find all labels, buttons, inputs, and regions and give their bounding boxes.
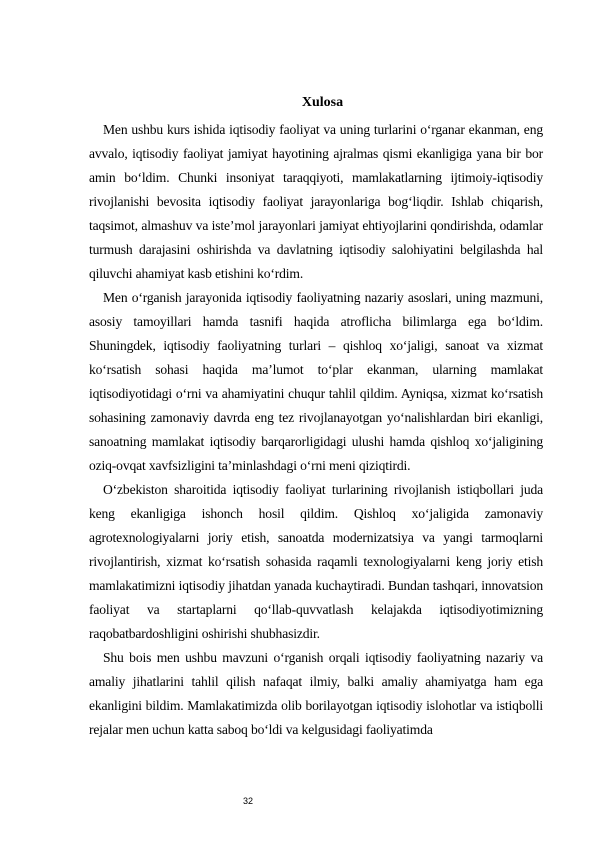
body-text <box>89 118 543 742</box>
paragraph-3: Oʻzbekiston sharoitida iqtisodiy faoliyat turlarining rivojlanish istiqbollari juda keng ekanligiga ishonch hosil qildim. Qishloq xoʻjaligida zamonaviy agrotexnologiyalarni joriy etish, sanoatda modernizatsiya va yangi tarmoqlarni rivojlantirish, xizmat koʻrsatish sohasida raqamli texnologiyalarni keng joriy etish mamlakatimizni iqtisodiy jihatdan yanada kuchaytiradi. Bundan tashqari, innovatsion faoliyat va startaplarni qoʻllab-quvvatlash kelajakda iqtisodiyotimizning raqobatbardoshligini oshirishi shubhasizdir. <box>89 482 543 641</box>
paragraph-1: Men ushbu kurs ishida iqtisodiy faoliyat va uning turlarini oʻrganar ekanman, eng avvalo, iqtisodiy faoliyat jamiyat hayotining ajralmas qismi ekanligiga yana bir bor amin boʻldim. Chunki insoniyat taraqqiyoti, mamlakatlarning ijtimoiy-iqtisodiy rivojlanishi bevosita iqtisodiy faoliyat jarayonlariga bogʻliqdir. Ishlab chiqarish, taqsimot, almashuv va isteʼmol jarayonlari jamiyat ehtiyojlarini qondirishda, odamlar turmush darajasini oshirishda va davlatning iqtisodiy salohiyatini belgilashda hal qiluvchi ahamiyat kasb etishini koʻrdim. <box>89 122 543 281</box>
section-title: Xulosa <box>301 95 344 110</box>
paragraph-2: Men oʻrganish jarayonida iqtisodiy faoliyatning nazariy asoslari, uning mazmuni, asosiy tamoyillari hamda tasnifi haqida atroflicha bilimlarga ega boʻldim. Shuningdek, iqtisodiy faoliyatning turlari – qishloq xoʻjaligi, sanoat va xizmat koʻrsatish sohasi haqida maʼlumot toʻplar ekanman, ularning mamlakat iqtisodiyotidagi oʻrni va ahamiyatini chuqur tahlil qildim. Ayniqsa, xizmat koʻrsatish sohasining zamonaviy davrda eng tez rivojlanayotgan yoʻnalishlardan biri ekanligi, sanoatning mamlakat iqtisodiy barqarorligidagi ulushi hamda qishloq xoʻjaligining oziq-ovqat xavfsizligini taʼminlashdagi oʻrni meni qiziqtirdi. <box>89 290 543 473</box>
paragraph-4: Shu bois men ushbu mavzuni oʻrganish orqali iqtisodiy faoliyatning nazariy va amaliy jihatlarini tahlil qilish nafaqat ilmiy, balki amaliy ahamiyatga ham ega ekanligini bildim. Mamlakatimizda olib borilayotgan iqtisodiy islohotlar va istiqbolli rejalar men uchun katta saboq boʻldi va kelgusidagi faoliyatimda <box>89 650 543 737</box>
page-number: 32 <box>242 796 253 806</box>
